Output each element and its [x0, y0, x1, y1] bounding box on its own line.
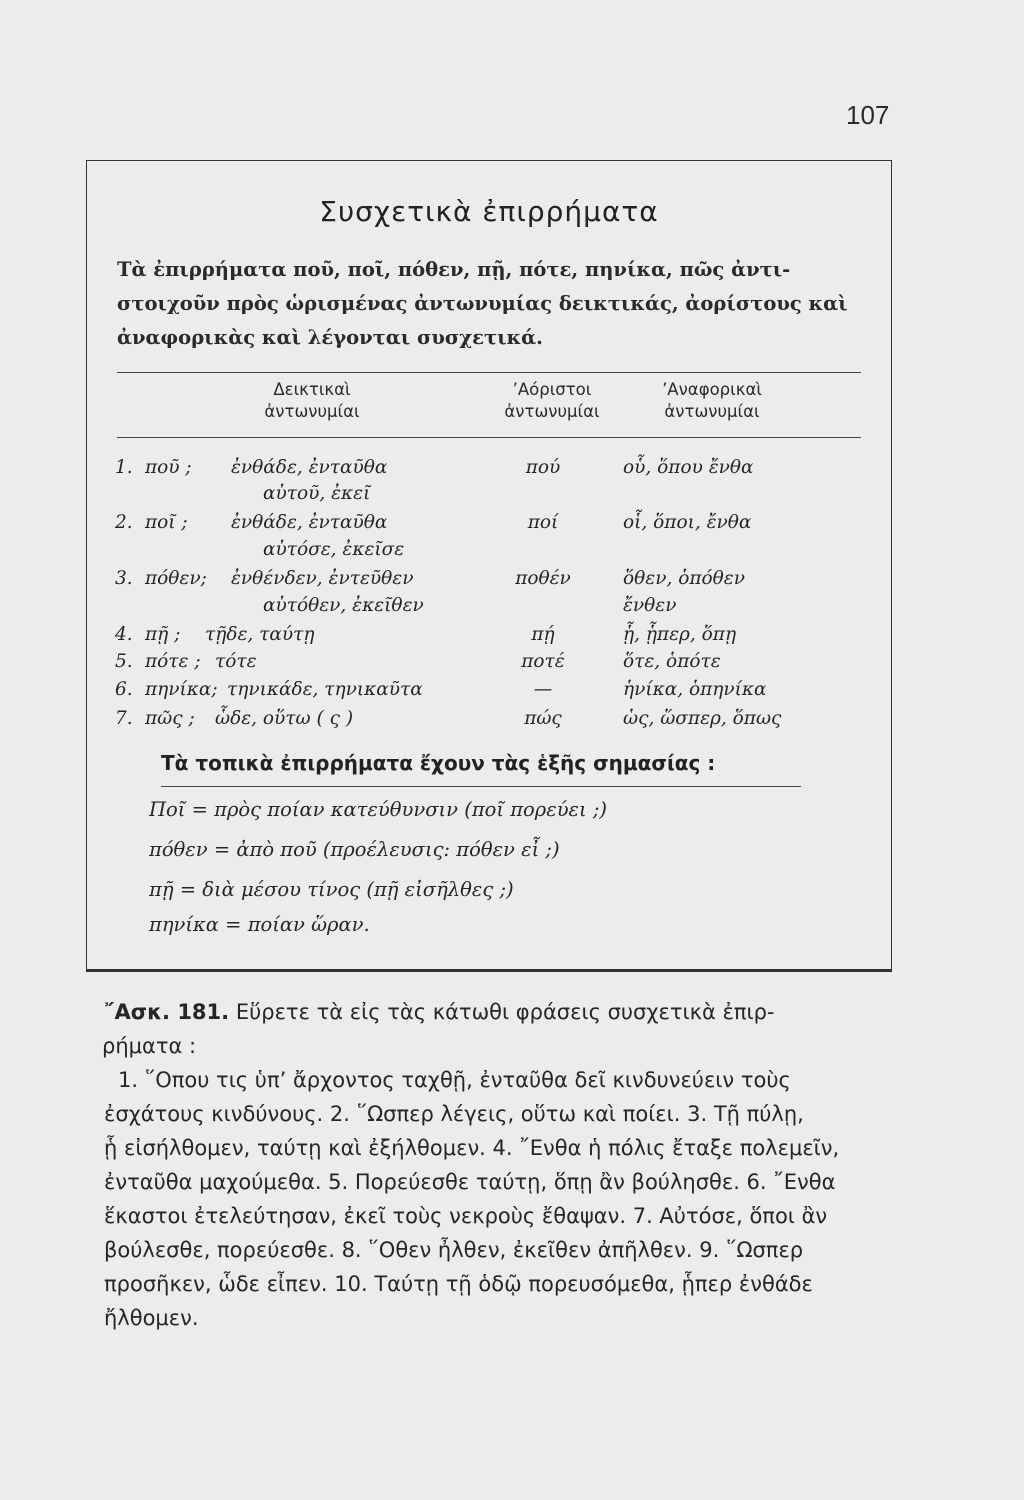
page-number: 107 [846, 100, 890, 130]
subheading-underline [161, 786, 801, 787]
exercise-instruction: Εὕρετε τὰ εἰς τὰς κάτωθι φράσεις συσχετικὰ ἐπιρ- [235, 1000, 775, 1024]
exercise-line: ᾗ εἰσήλθομεν, ταύτῃ καὶ ἐξήλθομεν. 4. ῎Ενθα ἡ πόλις ἔταξε πολεμεῖν, [104, 1136, 840, 1160]
meaning-line: Ποῖ = πρὸς ποίαν κατεύθυνσιν (ποῖ πορεύει ;) [149, 798, 608, 821]
header-demonstrative: Δεικτικαὶ ἀντωνυμίαι [264, 380, 360, 421]
meaning-line: πηνίκα = ποίαν ὥραν. [149, 913, 370, 936]
table-row: 4. πῇ ; τῇδε, ταύτῃ πῄ ᾗ, ᾗπερ, ὅπῃ [115, 624, 737, 645]
table-row: 6. πηνίκα; τηνικάδε, τηνικαῦτα — ἡνίκα, ὁπηνίκα [115, 679, 767, 700]
table-row: αὐτόθεν, ἐκεῖθεν ἔνθεν [263, 595, 677, 616]
header-indefinite: ’Αόριστοι ἀντωνυμίαι [504, 380, 600, 421]
table-row: 3. πόθεν; ἐνθένδεν, ἐντεῦθεν ποθέν ὅθεν, ὁπόθεν [115, 568, 745, 589]
header-relative: ’Αναφορικαὶ ἀντωνυμίαι [662, 380, 762, 421]
summary-box [86, 160, 892, 972]
exercise-line [104, 995, 888, 1029]
meaning-line: πῇ = διὰ μέσου τίνος (πῇ εἰσῆλθες ;) [149, 878, 514, 901]
table-header-rule [117, 437, 861, 438]
table-row: 5. πότε ; τότε ποτέ ὅτε, ὁπότε [115, 651, 721, 672]
table-row: 7. πῶς ; ὧδε, οὕτω ( ς ) πώς ὡς, ὥσπερ, ὅπως [115, 708, 782, 729]
table-row: αὐτόσε, ἐκεῖσε [263, 539, 405, 560]
exercise-line: ρήματα : [102, 1034, 197, 1058]
intro-line: στοιχοῦν πρὸς ὡρισμένας ἀντωνυμίας δεικτικάς, ἀορίστους καὶ [117, 292, 848, 315]
intro-paragraph [117, 253, 867, 355]
subheading: Τὰ τοπικὰ ἐπιρρήματα ἔχουν τὰς ἑξῆς σημασίας : [161, 751, 716, 775]
table-top-rule [117, 372, 861, 373]
intro-line: ἀναφορικὰς καὶ λέγονται συσχετικά. [117, 326, 543, 349]
exercise-line: ἤλθομεν. [104, 1306, 199, 1330]
exercise-line: ἐσχάτους κινδύνους. 2. ῞Ωσπερ λέγεις, οὕτω καὶ ποίει. 3. Τῇ πύλῃ, [104, 1102, 804, 1126]
intro-line: Τὰ ἐπιρρήματα ποῦ, ποῖ, πόθεν, πῇ, πότε, πηνίκα, πῶς ἀντι- [117, 258, 791, 281]
exercise-line: ἐνταῦθα μαχούμεθα. 5. Πορεύεσθε ταύτῃ, ὅπῃ ἂν βούλησθε. 6. ῎Ενθα [104, 1170, 836, 1194]
table-row: αὐτοῦ, ἐκεῖ [263, 483, 371, 504]
exercise-line: βούλεσθε, πορεύεσθε. 8. ῞Οθεν ἦλθεν, ἐκεῖθεν ἀπῆλθεν. 9. ῞Ωσπερ [104, 1238, 804, 1262]
exercise-label: ῎Ασκ. 181. [104, 1000, 230, 1024]
table-row: 2. ποῖ ; ἐνθάδε, ἐνταῦθα ποί οἷ, ὅποι, ἔνθα [115, 512, 752, 533]
box-title: Συσχετικὰ ἐπιρρήματα [319, 195, 659, 228]
table-row: 1. ποῦ ; ἐνθάδε, ἐνταῦθα πού οὗ, ὅπου ἔνθα [115, 457, 754, 478]
exercise-block [104, 995, 888, 1335]
meaning-line: πόθεν = ἀπὸ ποῦ (προέλευσις: πόθεν εἶ ;) [149, 838, 560, 861]
exercise-line: προσῆκεν, ὧδε εἶπεν. 10. Ταύτῃ τῇ ὁδῷ πορευσόμεθα, ᾗπερ ἐνθάδε [104, 1272, 813, 1296]
exercise-line: 1. ῞Οπου τις ὑπ’ ἄρχοντος ταχθῇ, ἐνταῦθα δεῖ κινδυνεύειν τοὺς [118, 1068, 791, 1092]
exercise-line: ἕκαστοι ἐτελεύτησαν, ἐκεῖ τοὺς νεκροὺς ἔθαψαν. 7. Αὐτόσε, ὅποι ἂν [104, 1204, 828, 1228]
